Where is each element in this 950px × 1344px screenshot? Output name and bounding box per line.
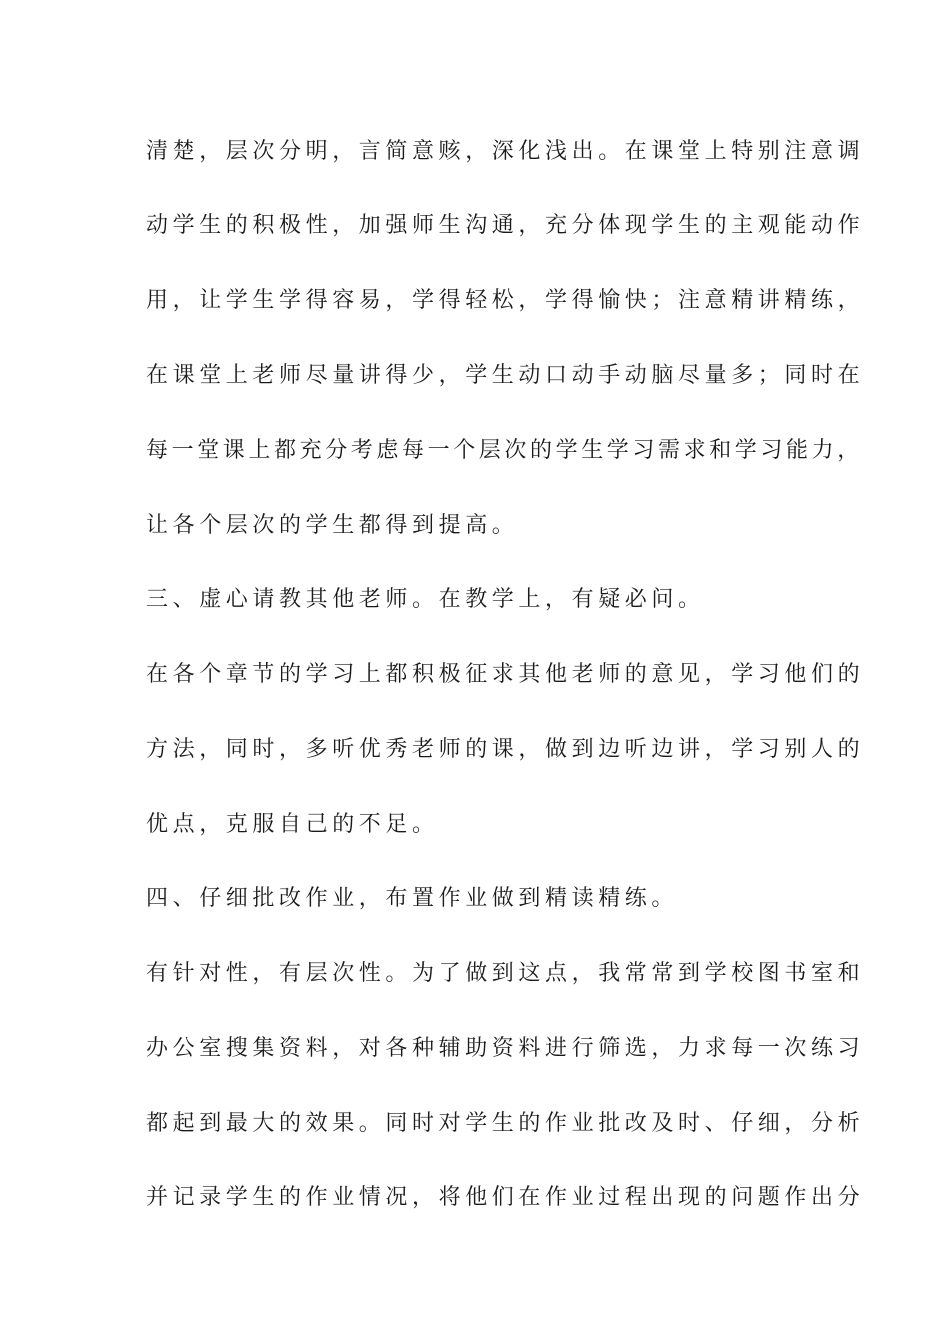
text-line: 用，让学生学得容易，学得轻松，学得愉快；注意精讲精练， (146, 288, 865, 313)
text-line: 在课堂上老师尽量讲得少，学生动口动手动脑尽量多；同时在 (146, 363, 865, 388)
text-line: 并记录学生的作业情况，将他们在作业过程出现的问题作出分 (146, 1185, 865, 1210)
text-line: 优点，克服自己的不足。 (146, 812, 439, 837)
text-line: 在各个章节的学习上都积极征求其他老师的意见，学习他们的 (146, 662, 865, 687)
text-line: 清楚，层次分明，言简意赅，深化浅出。在课堂上特别注意调 (146, 139, 865, 164)
text-line: 每一堂课上都充分考虑每一个层次的学生学习需求和学习能力， (146, 438, 863, 463)
text-line: 办公室搜集资料，对各种辅助资料进行筛选，力求每一次练习 (146, 1036, 865, 1061)
section-heading: 四、仔细批改作业，布置作业做到精读精练。 (146, 886, 679, 911)
section-heading: 三、虚心请教其他老师。在教学上，有疑必问。 (146, 587, 705, 612)
text-line: 动学生的积极性，加强师生沟通，充分体现学生的主观能动作 (146, 213, 865, 238)
text-line: 都起到最大的效果。同时对学生的作业批改及时、仔细，分析 (146, 1111, 865, 1136)
text-line: 让各个层次的学生都得到提高。 (146, 513, 519, 538)
text-line: 方法，同时，多听优秀老师的课，做到边听边讲，学习别人的 (146, 737, 865, 762)
text-line: 有针对性，有层次性。为了做到这点，我常常到学校图书室和 (146, 961, 865, 986)
